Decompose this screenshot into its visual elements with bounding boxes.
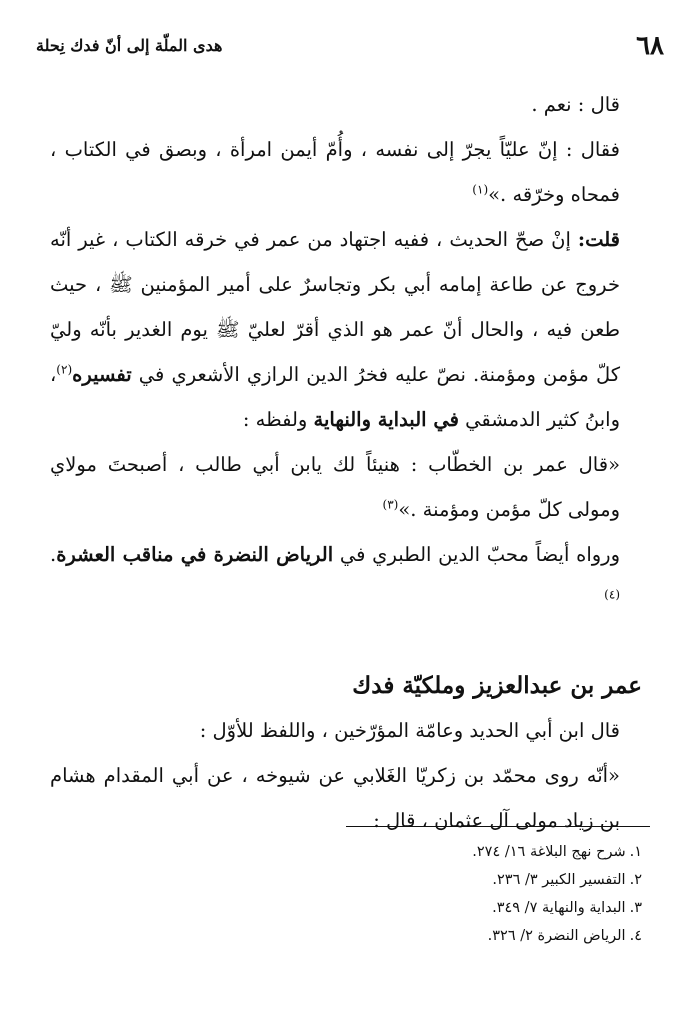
footnote-number: ٤.	[629, 928, 642, 944]
commentary-text-c: ولفظه :	[242, 408, 314, 431]
footnote-3	[50, 894, 642, 922]
paragraph-hisham-narration	[50, 753, 642, 843]
footnote-ref-3: (٣)	[382, 497, 399, 512]
footnote-ref-4: (٤)	[604, 587, 620, 602]
hisham-narration-text: «أنّه روى محمّد بن زكريّا الغَلابي عن شيوخه ، عن أبي المقدام هشام بن زياد مولى آل عثمان ، قال :	[50, 764, 620, 832]
cited-work-bidaya: في البداية والنهاية	[313, 408, 459, 431]
quotation-text: «قال عمر بن الخطّاب : هنيئاً لك يابن أبي طالب ، أصبحتَ مولاي ومولى كلّ مؤمن ومؤمنة .»	[50, 453, 620, 521]
cited-work-riyad: الرياض النضرة في مناقب العشرة	[56, 543, 334, 566]
riyad-text-a: ورواه أيضاً محبّ الدين الطبري في	[333, 543, 620, 566]
riyad-text-b: .	[50, 543, 57, 566]
ibn-abi-hadid-text: قال ابن أبي الحديد وعامّة المؤرّخين ، واللفظ للأوّل :	[199, 719, 620, 742]
quotation-umar	[50, 442, 642, 532]
paragraph-commentary	[50, 217, 642, 442]
footnote-divider	[346, 826, 650, 827]
footnote-1	[50, 838, 642, 866]
paragraph-narration	[50, 127, 642, 217]
footnote-text: شرح نهج البلاغة ١٦/ ٢٧٤.	[472, 844, 626, 860]
commentary-lead: قلت:	[577, 228, 620, 251]
running-title: هدى الملّة إلى أنّ فدك نِحلة	[36, 36, 223, 55]
narration-text: فقال : إنّ عليّاً يجرّ إلى نفسه ، وأُمّ أيمن امرأة ، وبصق في الكتاب ، فمحاه وخرّقه .»	[50, 138, 620, 206]
footnote-text: البداية والنهاية ٧/ ٣٤٩.	[492, 900, 626, 916]
footnote-number: ٢.	[629, 872, 642, 888]
paragraph-riyad	[50, 532, 642, 622]
paragraph-reply	[50, 82, 642, 127]
paragraph-ibn-abi-hadid	[50, 708, 642, 753]
footnote-ref-1: (١)	[472, 182, 489, 197]
main-text	[50, 82, 642, 843]
running-header	[36, 30, 664, 62]
section-title: عمر بن عبدالعزيز وملكيّة فدك	[352, 672, 642, 699]
cited-work-tafsir: تفسيره	[72, 363, 132, 386]
footnote-number: ١.	[629, 844, 642, 860]
footnote-2	[50, 866, 642, 894]
footnote-number: ٣.	[629, 900, 642, 916]
commentary-text-a: إنْ صحّ الحديث ، ففيه اجتهاد من عمر في خرقه الكتاب ، غير أنّه خروج عن طاعة إمامه أبي بكر وتجاسرٌ على أمير المؤمنين ﷺ ، حيث طعن فيه ، والحال أنّ عمر هو الذي أقرّ لعليّ ﷺ يوم الغدير بأنّه وليّ كلّ مؤمن ومؤمنة. نصّ عليه فخرُ الدين الرازي الأشعري في	[50, 228, 620, 386]
footnote-text: الرياض النضرة ٢/ ٣٢٦.	[487, 928, 626, 944]
paragraph-reply-text: قال : نعم .	[531, 93, 620, 116]
footnotes	[50, 838, 642, 950]
footnote-text: التفسير الكبير ٣/ ٢٣٦.	[492, 872, 626, 888]
page-number: ٦٨	[636, 31, 664, 61]
commentary-text-b: ، وابنُ كثير الدمشقي	[50, 363, 620, 431]
footnote-4	[50, 922, 642, 950]
footnote-ref-2: (٢)	[56, 362, 73, 377]
